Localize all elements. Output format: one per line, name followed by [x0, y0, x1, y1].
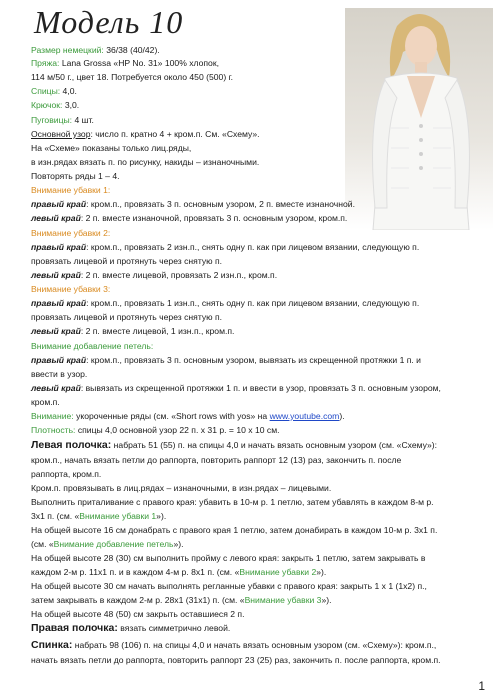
text-line: [31, 284, 110, 295]
text-span: : 2 п. вместе изнаночной, провязать 3 п. основным узором, кром.п.: [80, 213, 348, 223]
text-span: набрать 98 (106) п. на спицы 4,0 и начать вязать основным узором (см. «Схему»): кром.п.,: [72, 640, 437, 650]
text-span: Плотность:: [31, 425, 76, 435]
text-span: : кром.п., провязать 3 п. основным узором, вывязать из скрещенной протяжки 1 п. и: [86, 355, 421, 365]
text-line: [31, 623, 230, 634]
text-line: [31, 640, 436, 651]
text-span: Внимание убавки 3:: [31, 284, 111, 294]
text-span: Левая полочка:: [31, 439, 112, 451]
text-span: ).: [339, 411, 345, 421]
text-span: правый край: [31, 242, 87, 252]
text-span: вязать симметрично левой.: [117, 623, 231, 633]
text-line: [31, 312, 222, 323]
text-span: кром.п., начать вязать петли до раппорта, повторить раппорт 12 (13) раз, закончить п. после: [31, 455, 402, 465]
text-line: [31, 326, 234, 337]
text-line: [31, 525, 437, 536]
page-number: 1: [478, 679, 485, 693]
text-span: 4 шт.: [72, 115, 94, 125]
text-span: Внимание убавки 1: [79, 511, 157, 521]
text-line: [31, 129, 260, 140]
text-line: [31, 115, 94, 126]
text-line: [31, 143, 191, 154]
text-span: : 2 п. вместе лицевой, 1 изн.п., кром.п.: [80, 326, 235, 336]
text-line: [31, 567, 326, 578]
text-span: 4,0.: [60, 86, 77, 96]
text-span: Выполнить приталивание с правого края: убавить в 10-м р. 1 петлю, затем убавлять в каждом 8-м р.: [31, 497, 434, 507]
text-span: провязать лицевой и протянуть через снятую п.: [31, 256, 223, 266]
text-line: [31, 213, 347, 224]
text-line: [31, 256, 222, 267]
text-span: (см. «: [31, 539, 54, 549]
text-span: раппорта, кром.п.: [31, 469, 102, 479]
text-span: левый край: [31, 383, 81, 393]
text-span: правый край: [31, 298, 87, 308]
text-span: начать вязать петли до раппорта, повторить раппорт 23 (25) раз, закончить п. после раппорта, кром.п.: [31, 655, 441, 665]
text-span: укороченные ряды (см. «Short rows with yos» на: [73, 411, 270, 421]
text-span: Внимание убавки 2:: [31, 228, 111, 238]
text-span: На общей высоте 30 см начать выполнять регланные убавки с правого края: закрыть 1 х 1 (1х2) п.,: [31, 581, 427, 591]
text-line: [31, 45, 160, 56]
text-span: На «Схеме» показаны только лиц.ряды,: [31, 143, 192, 153]
text-span: Основной узор: [31, 129, 91, 139]
text-span: Внимание убавки 1:: [31, 185, 111, 195]
text-line: [31, 355, 421, 366]
text-line: [31, 228, 110, 239]
text-span: : 2 п. вместе лицевой, провязать 2 изн.п., кром.п.: [80, 270, 278, 280]
model-illustration: [345, 8, 493, 230]
text-span: 36/38 (40/42).: [103, 45, 160, 55]
text-span: правый край: [31, 199, 87, 209]
text-span: набрать 51 (55) п. на спицы 4,0 и начать вязать основным узором (см. «Схему»):: [111, 440, 438, 450]
text-span: правый край: [31, 355, 87, 365]
page-title: Модель 10: [34, 4, 184, 40]
text-span: 3х1 п. (см. «: [31, 511, 80, 521]
text-line: [31, 455, 401, 466]
model-photo: [345, 8, 493, 230]
text-span: 114 м/50 г., цвет 18. Потребуется около 450 (500) г.: [31, 72, 234, 82]
text-line: [31, 171, 120, 182]
text-line: [31, 72, 233, 83]
text-line: [31, 185, 110, 196]
text-span: каждом 2-м р. 11х1 п. и в каждом 4-м р. 8х1 п. (см. «: [31, 567, 240, 577]
text-span: спицы 4,0 основной узор 22 п. х 31 р. = 10 х 10 см.: [75, 425, 280, 435]
text-span: Повторять ряды 1 – 4.: [31, 171, 120, 181]
text-span: : кром.п., провязать 3 п. основным узором, 2 п. вместе изнаночной.: [86, 199, 355, 209]
text-span: провязать лицевой и протянуть через снятую п.: [31, 312, 223, 322]
text-line: [31, 397, 60, 408]
text-span: Внимание добавление петель: [53, 539, 174, 549]
text-line: [31, 298, 419, 309]
text-span: ввести в узор.: [31, 369, 88, 379]
text-line: [31, 242, 419, 253]
text-line: [31, 157, 259, 168]
text-span: Lana Grossa «HP No. 31» 100% хлопок,: [59, 58, 219, 68]
text-span: Спинка:: [31, 639, 73, 651]
text-span: Правая полочка:: [31, 622, 118, 634]
text-line: [31, 270, 277, 281]
text-span: : кром.п., провязать 1 изн.п., снять одну п. как при лицевом вязании, следующую п.: [86, 298, 420, 308]
text-span: левый край: [31, 213, 81, 223]
text-line: [31, 411, 345, 422]
text-span: Спицы:: [31, 86, 61, 96]
text-line: [31, 609, 244, 620]
text-span: : число п. кратно 4 + кром.п. См. «Схему».: [90, 129, 260, 139]
text-span: 3,0.: [62, 100, 80, 110]
text-line: [31, 511, 166, 522]
text-line: [31, 425, 280, 436]
text-line: [31, 553, 425, 564]
text-span: : вывязать из скрещенной протяжки 1 п. и ввести в узор, провязать 3 п. основным узором,: [80, 383, 441, 393]
text-span: »).: [316, 567, 327, 577]
youtube-link[interactable]: www.youtube.com: [269, 411, 340, 421]
text-span: Кром.п. провязывать в лиц.рядах – изнаночными, в изн.рядах – лицевыми.: [31, 483, 332, 493]
text-line: [31, 58, 219, 69]
text-span: На общей высоте 48 (50) см закрыть оставшиеся 2 п.: [31, 609, 245, 619]
text-span: кром.п.: [31, 397, 60, 407]
text-span: : кром.п., провязать 2 изн.п., снять одну п. как при лицевом вязании, следующую п.: [86, 242, 420, 252]
text-span: »).: [173, 539, 184, 549]
text-span: На общей высоте 16 см донабрать с правого края 1 петлю, затем донабирать в каждом 10-м р. 3х1 п.: [31, 525, 438, 535]
text-line: [31, 655, 441, 666]
text-span: »).: [156, 511, 167, 521]
text-line: [31, 595, 331, 606]
text-span: левый край: [31, 270, 81, 280]
text-span: Внимание:: [31, 411, 74, 421]
text-span: Внимание добавление петель:: [31, 341, 154, 351]
text-span: »).: [321, 595, 332, 605]
text-line: [31, 199, 355, 210]
text-line: [31, 100, 79, 111]
text-line: [31, 341, 153, 352]
text-span: На общей высоте 28 (30) см выполнить пройму с левого края: закрыть 1 петлю, затем закрывать в: [31, 553, 426, 563]
text-span: в изн.рядах вязать п. по рисунку, накиды – изнаночными.: [31, 157, 260, 167]
text-span: левый край: [31, 326, 81, 336]
text-line: [31, 581, 427, 592]
text-line: [31, 383, 441, 394]
text-line: [31, 469, 101, 480]
text-line: [31, 440, 437, 451]
text-line: [31, 369, 87, 380]
text-line: [31, 539, 183, 550]
text-span: затем закрывать в каждом 2-м р. 28х1 (31х1) п. (см. «: [31, 595, 245, 605]
text-span: Внимание убавки 3: [244, 595, 322, 605]
text-line: [31, 86, 77, 97]
text-span: Пуговицы:: [31, 115, 73, 125]
text-span: Крючок:: [31, 100, 63, 110]
text-span: Внимание убавки 2: [239, 567, 317, 577]
text-span: Размер немецкий:: [31, 45, 104, 55]
text-line: [31, 497, 434, 508]
text-span: Пряжа:: [31, 58, 60, 68]
text-line: [31, 483, 331, 494]
